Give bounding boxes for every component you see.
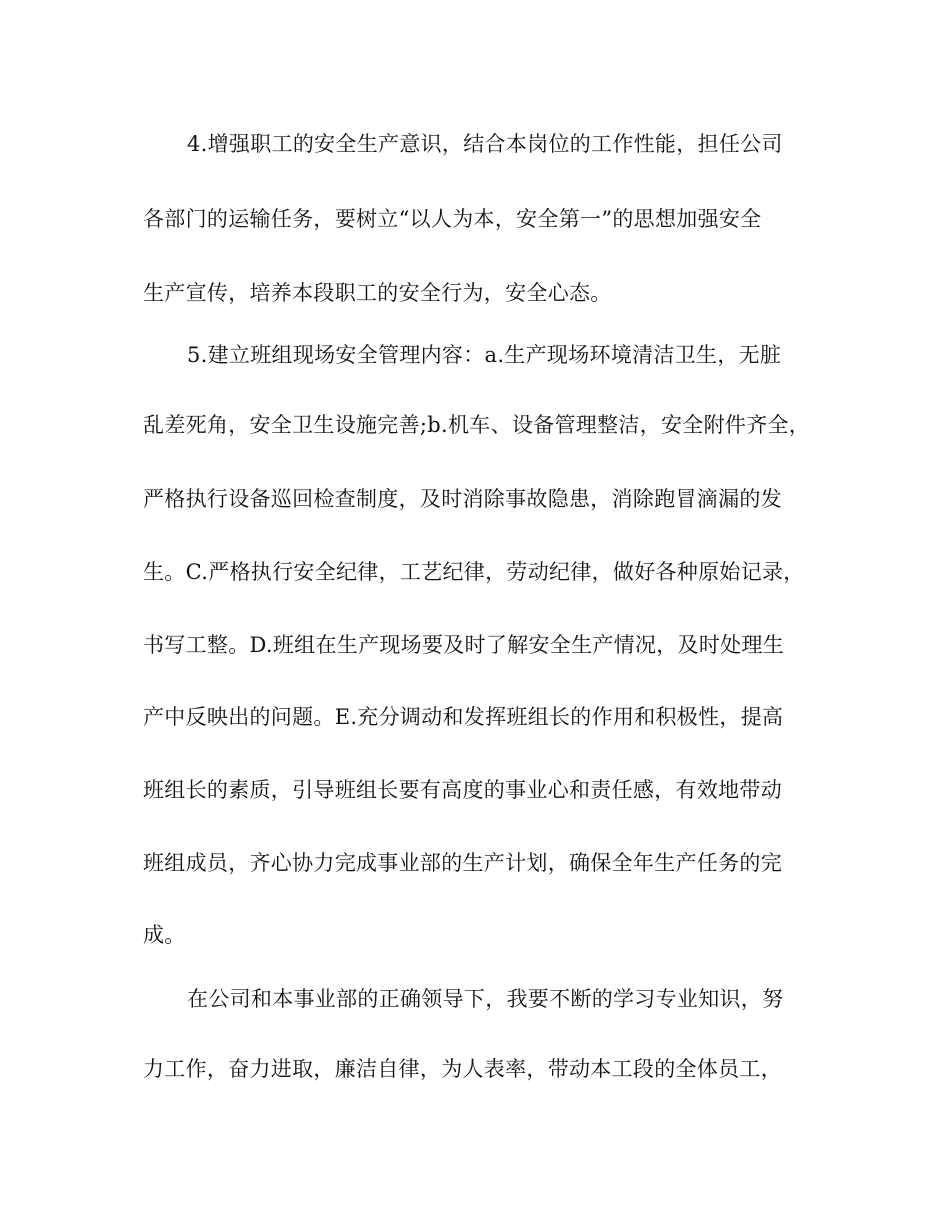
- text-line: 书写工整。D.班组在生产现场要及时了解安全生产情况，及时处理生: [143, 633, 785, 657]
- text-line: 班组成员，齐心协力完成事业部的生产计划，确保全年生产任务的完: [143, 851, 782, 875]
- text-line: 班组长的素质，引导班组长要有高度的事业心和责任感，有效地带动: [143, 778, 782, 802]
- text-line: 5.建立班组现场安全管理内容：a.生产现场环境清洁卫生，无脏: [187, 343, 782, 367]
- text-line: 乱差死角，安全卫生设施完善;b.机车、设备管理整洁，安全附件齐全，: [143, 413, 811, 437]
- text-line: 严格执行设备巡回检查制度，及时消除事故隐患，消除跑冒滴漏的发: [143, 487, 782, 511]
- text-line: 4.增强职工的安全生产意识，结合本岗位的工作性能，担任公司: [187, 132, 783, 156]
- text-line: 生。C.严格执行安全纪律，工艺纪律，劳动纪律，做好各种原始记录，: [143, 560, 805, 584]
- text-line: 力工作，奋力进取，廉洁自律，为人表率，带动本工段的全体员工，: [143, 1057, 782, 1081]
- text-line: 产中反映出的问题。E.充分调动和发挥班组长的作用和积极性，提高: [143, 705, 784, 729]
- text-line: 各部门的运输任务，要树立“以人为本，安全第一”的思想加强安全: [143, 207, 762, 231]
- text-line: 生产宣传，培养本段职工的安全行为，安全心态。: [143, 281, 612, 305]
- text-line: 成。: [143, 923, 186, 947]
- text-line: 在公司和本事业部的正确领导下，我要不断的学习专业知识，努: [187, 987, 784, 1011]
